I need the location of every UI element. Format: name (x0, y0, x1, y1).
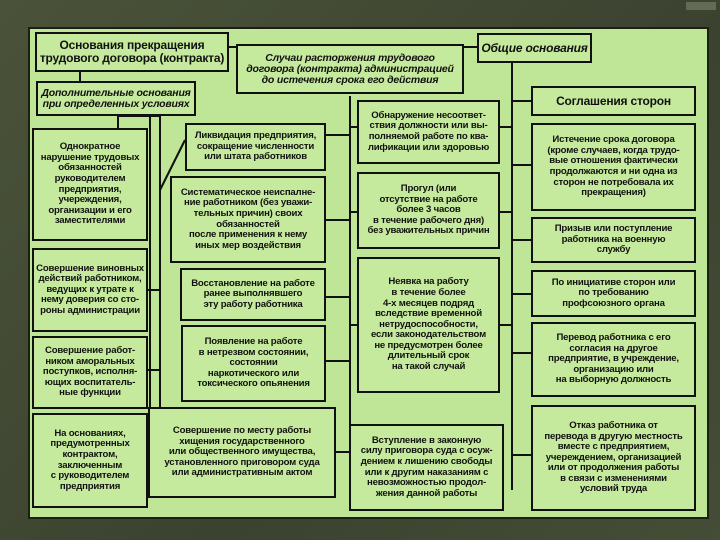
extra-node-4: На основаниях, предумотренных контрактом, заключенным с руководителем предприятия (32, 413, 148, 508)
admin-right-4: Вступление в законную силу приговора суда с осуж- дением к лишению свободы или к другим наказаниям с невозможностью продол- жения данной работы (349, 424, 504, 511)
extra-node-3: Совершение работ- ником аморальных поступков, исполня- ющих воспитатель- ные функции (32, 336, 148, 409)
admin-right-2: Прогул (или отсутствие на работе более 3 часов в течение рабочего дня) без уважительных причин (357, 172, 500, 249)
general-node-5: Перевод работника с его согласия на другое предприятие, в учреждение, организацию или на выборную должность (531, 322, 696, 397)
general-node-4: По инициативе сторон или по требованию профсоюзного органа (531, 270, 696, 317)
admin-header: Случаи расторжения трудового договора (контракта) администрацией до истечения срока его действия (236, 44, 464, 94)
root-node: Основания прекращения трудового договора (контракта) (35, 32, 229, 72)
general-node-1: Соглашения сторон (531, 86, 696, 116)
general-node-2: Истечение срока договора (кроме случаев, когда трудо- вые отношения фактически продолжаются и ни одна из сторон не потребовала их прекращения) (531, 123, 696, 211)
corner-decoration (686, 2, 716, 10)
general-node-3: Призыв или поступление работника на военную службу (531, 217, 696, 263)
admin-left-3: Восстановление на работе ранее выполнявшего эту работу работника (180, 268, 326, 321)
admin-left-5: Совершение по месту работы хищения государственного или общественного имущества, установленного приговором суда или административным актом (148, 407, 336, 498)
general-node-6: Отказ работника от перевода в другую местность вместе с предприятием, учереждением, организацией или от продолжения работы в связи с изменениями условий труда (531, 405, 696, 511)
admin-right-1: Обнаружение несоответ- ствия должности или вы- полняемой работе по ква- лификации или здоровью (357, 100, 500, 164)
extra-header: Дополнительные основания при определенных условиях (36, 81, 196, 116)
admin-left-1: Ликвидация предприятия, сокращение численности или штата работников (185, 123, 326, 171)
admin-left-4: Появление на работе в нетрезвом состоянии, состоянии наркотического или токсического опьянения (181, 325, 326, 402)
extra-node-1: Однократное нарушение трудовых обязанностей руководителем предприятия, учереждения, организации и его заместителями (32, 128, 148, 241)
admin-right-3: Неявка на работу в течение более 4-х месяцев подряд вследствие временной нетрудоспособности, если законодательством не предусмотрен более длительный срок на такой случай (357, 257, 500, 393)
general-header: Общие основания (477, 33, 592, 63)
extra-node-2: Совершение виновных действий работником, ведущих к утрате к нему доверия со сто- роны администрации (32, 248, 148, 332)
admin-left-2: Систематическое неиспалне- ние работником (без уважи- тельных причин) своих обязанностей после применения к нему иных мер воздействия (170, 176, 326, 263)
